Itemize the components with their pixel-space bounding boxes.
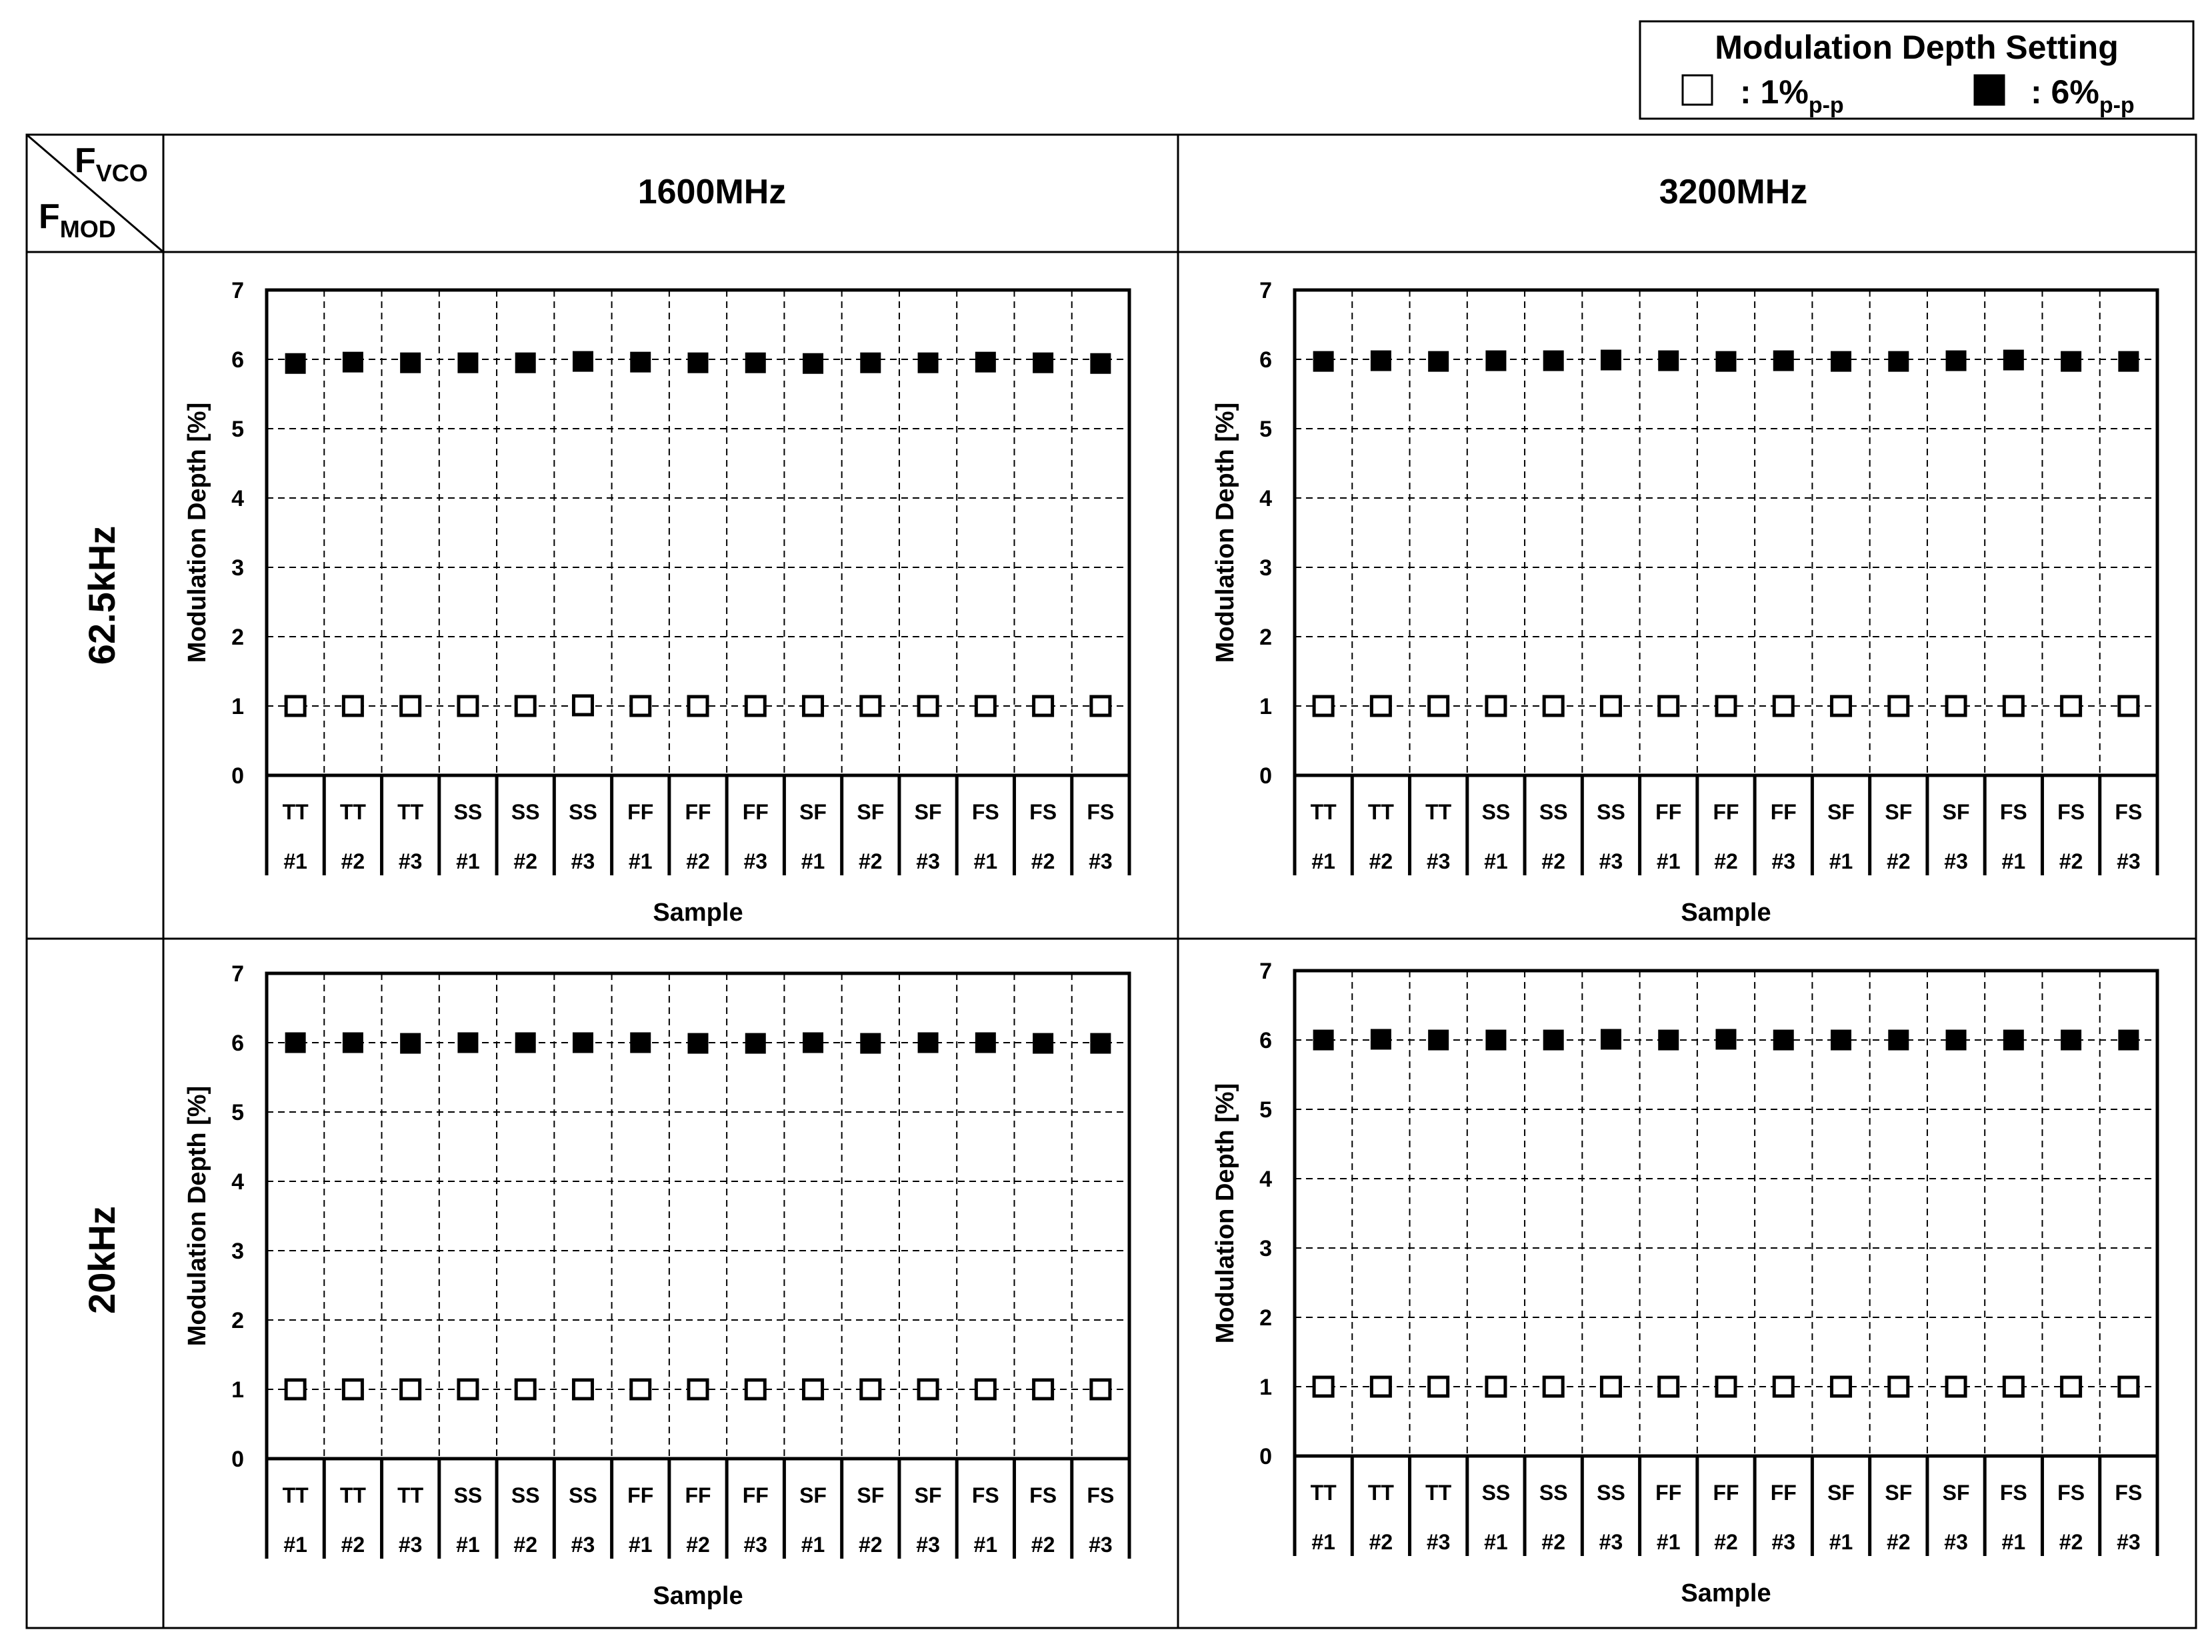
data-point-6pct [1314,1031,1333,1049]
x-sample-label: #3 [1599,1530,1623,1554]
x-category-label: SS [1597,1481,1625,1505]
y-tick-label: 3 [231,1239,244,1264]
data-point-6pct [2119,1031,2138,1049]
y-tick-label: 0 [231,1447,244,1472]
x-sample-label: #1 [801,849,825,873]
x-sample-label: #3 [1771,1530,1796,1554]
data-point-6pct [1947,1031,1965,1049]
data-point-1pct [286,1380,305,1399]
data-point-6pct [401,1034,420,1053]
y-axis-label: Modulation Depth [%] [183,1085,211,1347]
data-point-6pct [1947,351,1965,370]
x-category-label: TT [1367,800,1394,824]
x-axis-label: Sample [1681,1579,1771,1607]
x-category-label: SF [1942,800,1970,824]
data-point-6pct [516,353,535,372]
x-sample-label: #1 [283,849,307,873]
data-point-6pct [746,353,765,372]
y-tick-label: 5 [1259,417,1272,442]
data-point-6pct [2062,1031,2081,1049]
data-point-6pct [459,1033,477,1052]
column-header-1600mhz: 1600MHz [637,173,787,211]
data-point-1pct [976,1380,995,1399]
y-tick-label: 2 [231,625,244,650]
x-sample-label: #1 [973,849,998,873]
y-tick-label: 1 [231,1377,244,1403]
x-category-label: FF [1655,800,1682,824]
y-tick-label: 3 [231,555,244,581]
data-point-1pct [976,697,995,715]
y-tick-label: 6 [1259,347,1272,373]
x-category-label: SF [914,800,942,824]
data-point-6pct [343,1033,362,1052]
x-sample-label: #3 [398,1533,423,1557]
data-point-1pct [1947,1377,1965,1396]
data-point-6pct [2062,352,2081,371]
y-axis-label: Modulation Depth [%] [1211,1083,1239,1344]
y-tick-label: 4 [1259,486,1272,511]
data-point-6pct [1314,352,1333,371]
x-sample-label: #2 [1714,1530,1738,1554]
x-axis-label: Sample [653,899,743,927]
x-sample-label: #1 [628,849,653,873]
y-tick-label: 3 [1259,1236,1272,1261]
data-point-1pct [1034,697,1053,715]
data-point-6pct [1889,352,1908,371]
data-point-6pct [1832,1031,1851,1049]
data-point-6pct [1371,1030,1390,1049]
x-category-label: SF [914,1483,942,1507]
data-point-6pct [1601,351,1620,369]
y-tick-label: 5 [231,417,244,442]
data-point-1pct [1601,697,1620,715]
y-tick-label: 2 [1259,625,1272,650]
data-point-6pct [459,353,477,372]
corner-top-label: $F_{VCO}$ [75,141,148,187]
data-point-6pct [1034,1034,1053,1053]
x-sample-label: #1 [1484,849,1508,873]
y-tick-label: 3 [1259,555,1272,581]
y-tick-label: 7 [1259,959,1272,984]
data-point-6pct [861,1034,880,1053]
data-point-6pct [689,1034,707,1053]
x-sample-label: #1 [801,1533,825,1557]
chart-20khz-1600mhz [183,961,1129,1610]
x-sample-label: #3 [916,1533,940,1557]
data-point-1pct [343,1380,362,1399]
data-point-6pct [1889,1031,1908,1049]
x-category-label: SS [1597,800,1625,824]
x-category-label: FS [1999,1481,2027,1505]
x-sample-label: #1 [283,1533,307,1557]
x-category-label: FF [742,1483,769,1507]
data-point-6pct [1429,1031,1448,1049]
x-sample-label: #3 [1089,849,1113,873]
x-category-label: SF [1827,1481,1855,1505]
data-point-6pct [1544,1031,1563,1049]
y-tick-label: 1 [1259,694,1272,719]
data-point-1pct [401,1380,420,1399]
data-point-6pct [976,353,995,371]
legend-item-1-label: : 1% [1740,73,1809,111]
x-category-label: FF [685,800,711,824]
data-point-1pct [1717,697,1735,715]
x-category-label: FF [742,800,769,824]
x-category-label: FF [1713,800,1739,824]
x-sample-label: #3 [1944,849,1968,873]
data-point-1pct [861,697,880,715]
x-category-label: SS [511,800,540,824]
x-sample-label: #2 [1714,849,1738,873]
y-tick-label: 2 [1259,1305,1272,1331]
x-axis-label: Sample [653,1582,743,1610]
x-category-label: TT [339,1483,366,1507]
y-tick-label: 5 [231,1100,244,1125]
column-header-3200mhz: 3200MHz [1659,173,1808,211]
x-sample-label: #2 [2059,1530,2083,1554]
data-point-1pct [1832,1377,1851,1396]
x-category-label: FS [2115,1481,2143,1505]
x-sample-label: #3 [1599,849,1623,873]
x-category-label: FF [1713,1481,1739,1505]
y-tick-label: 6 [231,347,244,373]
data-point-6pct [746,1034,765,1053]
data-point-1pct [1314,1377,1333,1396]
data-point-1pct [573,1380,592,1399]
data-point-6pct [343,353,362,371]
legend-item-2-label: : 6% [2031,73,2099,111]
y-tick-label: 7 [1259,278,1272,303]
x-category-label: TT [397,1483,424,1507]
x-sample-label: #1 [2001,1530,2026,1554]
data-point-1pct [631,1380,650,1399]
x-sample-label: #2 [859,1533,883,1557]
x-category-label: SS [1539,800,1568,824]
x-sample-label: #3 [1426,1530,1451,1554]
x-sample-label: #2 [513,1533,537,1557]
data-point-1pct [1091,1380,1110,1399]
data-point-1pct [746,697,765,715]
y-tick-label: 1 [231,694,244,719]
x-category-label: TT [1425,1481,1452,1505]
data-point-1pct [2062,1377,2081,1396]
x-category-label: FS [2057,800,2085,824]
data-point-1pct [516,697,535,715]
data-point-1pct [286,697,305,715]
y-tick-label: 5 [1259,1097,1272,1123]
data-point-6pct [976,1033,995,1052]
x-category-label: SS [1481,1481,1511,1505]
x-sample-label: #1 [1484,1530,1508,1554]
data-point-6pct [1487,351,1505,370]
legend-filled-square-marker [1975,75,2004,105]
x-sample-label: #2 [1541,849,1565,873]
data-point-1pct [573,696,592,715]
data-point-6pct [1371,351,1390,370]
y-tick-label: 0 [1259,763,1272,789]
chart-62-5khz-3200mhz [1211,278,2157,927]
x-sample-label: #2 [513,849,537,873]
x-category-label: TT [1310,800,1337,824]
x-sample-label: #3 [571,1533,595,1557]
y-tick-label: 0 [231,763,244,789]
x-category-label: TT [1310,1481,1337,1505]
x-sample-label: #3 [2117,1530,2141,1554]
chart-62-5khz-1600mhz [183,278,1129,927]
data-point-1pct [2004,697,2023,715]
data-point-6pct [1487,1031,1505,1049]
x-category-label: FS [1999,800,2027,824]
y-tick-label: 2 [231,1308,244,1333]
data-point-1pct [401,697,420,715]
y-tick-label: 4 [1259,1167,1272,1192]
x-sample-label: #2 [1887,849,1911,873]
x-category-label: SF [857,800,885,824]
x-sample-label: #2 [1887,1530,1911,1554]
data-point-1pct [1832,697,1851,715]
data-point-1pct [804,697,823,715]
x-axis-label: Sample [1681,899,1771,927]
x-category-label: FF [1655,1481,1682,1505]
data-point-6pct [573,1033,592,1052]
x-category-label: FS [1029,800,1057,824]
data-point-6pct [1717,1030,1735,1049]
x-category-label: SF [1885,1481,1913,1505]
data-point-1pct [459,697,477,715]
x-category-label: FF [627,800,654,824]
y-tick-label: 7 [231,961,244,987]
data-point-6pct [1717,352,1735,371]
legend-title: Modulation Depth Setting [1715,29,2119,66]
x-sample-label: #1 [1829,849,1853,873]
data-point-1pct [516,1380,535,1399]
data-point-6pct [1659,351,1678,370]
x-category-label: TT [397,800,424,824]
data-point-6pct [286,1033,305,1052]
x-sample-label: #3 [1944,1530,1968,1554]
legend-item-2-sub: p-p [2099,93,2135,118]
data-point-6pct [2119,352,2138,371]
x-category-label: TT [1367,1481,1394,1505]
x-category-label: SF [1885,800,1913,824]
x-category-label: SS [453,800,483,824]
x-sample-label: #2 [686,1533,710,1557]
x-category-label: FS [1087,1483,1115,1507]
data-point-6pct [573,352,592,371]
x-sample-label: #1 [628,1533,653,1557]
data-point-6pct [804,1033,823,1052]
data-point-1pct [1601,1377,1620,1396]
x-sample-label: #1 [973,1533,998,1557]
data-point-6pct [919,1033,937,1052]
data-point-1pct [1429,1377,1448,1396]
data-point-1pct [1371,697,1390,715]
data-point-6pct [1774,1031,1793,1049]
x-sample-label: #2 [1031,849,1055,873]
row-header-20khz: 20kHz [81,1206,123,1314]
x-category-label: SS [511,1483,540,1507]
corner-bottom-label: $F_{MOD}$ [39,197,116,243]
x-category-label: SF [799,1483,827,1507]
x-category-label: FS [971,800,999,824]
y-tick-label: 0 [1259,1444,1272,1469]
data-point-6pct [1091,354,1110,373]
x-sample-label: #3 [398,849,423,873]
data-point-1pct [1091,697,1110,715]
x-sample-label: #3 [1771,849,1796,873]
x-sample-label: #2 [2059,849,2083,873]
data-point-1pct [2119,1377,2138,1396]
y-tick-label: 6 [1259,1028,1272,1053]
x-sample-label: #3 [1089,1533,1113,1557]
row-header-62-5khz: 62.5kHz [81,525,123,665]
x-category-label: SS [1539,1481,1568,1505]
data-point-1pct [1034,1380,1053,1399]
data-point-6pct [286,354,305,373]
y-axis-label: Modulation Depth [%] [183,402,211,663]
data-point-6pct [631,353,650,371]
data-point-6pct [401,353,420,372]
y-tick-label: 4 [231,1169,244,1195]
x-category-label: SS [569,1483,597,1507]
x-sample-label: #3 [2117,849,2141,873]
data-point-1pct [804,1380,823,1399]
y-axis-label: Modulation Depth [%] [1211,402,1239,663]
x-sample-label: #1 [456,1533,480,1557]
data-point-1pct [1889,697,1908,715]
data-point-1pct [1774,697,1793,715]
legend-item-1-sub: p-p [1808,93,1844,118]
data-point-6pct [2004,351,2023,369]
x-category-label: FF [1770,1481,1797,1505]
x-category-label: TT [282,800,309,824]
data-point-6pct [516,1033,535,1052]
x-sample-label: #2 [859,849,883,873]
x-category-label: FS [1029,1483,1057,1507]
y-tick-label: 4 [231,486,244,511]
data-point-6pct [919,353,937,372]
data-point-1pct [1717,1377,1735,1396]
data-point-6pct [1034,353,1053,372]
data-point-1pct [343,697,362,715]
data-point-1pct [1487,697,1505,715]
x-sample-label: #1 [1829,1530,1853,1554]
x-sample-label: #2 [1541,1530,1565,1554]
x-sample-label: #2 [341,849,365,873]
x-category-label: SS [569,800,597,824]
legend [1640,21,2193,119]
data-point-1pct [1314,697,1333,715]
x-sample-label: #2 [1369,1530,1393,1554]
data-point-6pct [1832,352,1851,371]
data-point-1pct [459,1380,477,1399]
data-point-1pct [1659,697,1678,715]
data-point-1pct [689,697,707,715]
x-category-label: FF [685,1483,711,1507]
x-sample-label: #1 [2001,849,2026,873]
x-category-label: FS [2057,1481,2085,1505]
x-category-label: SF [799,800,827,824]
data-point-1pct [1429,697,1448,715]
data-point-1pct [1947,697,1965,715]
x-sample-label: #3 [743,849,768,873]
x-category-label: FF [627,1483,654,1507]
data-point-1pct [2119,697,2138,715]
x-category-label: TT [339,800,366,824]
data-point-6pct [1544,351,1563,370]
data-point-6pct [804,354,823,373]
x-category-label: SF [1942,1481,1970,1505]
x-category-label: TT [1425,800,1452,824]
x-sample-label: #3 [916,849,940,873]
x-sample-label: #2 [341,1533,365,1557]
data-point-1pct [746,1380,765,1399]
x-category-label: SS [1481,800,1511,824]
chart-20khz-3200mhz [1211,959,2157,1607]
data-point-1pct [1544,1377,1563,1396]
x-sample-label: #1 [1656,1530,1681,1554]
x-category-label: SS [453,1483,483,1507]
data-point-6pct [1091,1034,1110,1053]
data-point-1pct [1774,1377,1793,1396]
x-category-label: FS [2115,800,2143,824]
y-tick-label: 6 [231,1031,244,1056]
data-point-6pct [2004,1031,2023,1049]
data-point-6pct [861,353,880,372]
x-category-label: TT [282,1483,309,1507]
data-point-1pct [1371,1377,1390,1396]
data-point-6pct [1659,1031,1678,1049]
y-tick-label: 7 [231,278,244,303]
data-point-6pct [1774,351,1793,370]
x-sample-label: #2 [686,849,710,873]
x-sample-label: #1 [1311,849,1335,873]
data-point-6pct [631,1033,650,1052]
data-point-1pct [1544,697,1563,715]
x-sample-label: #3 [1426,849,1451,873]
data-point-1pct [919,1380,937,1399]
x-category-label: FF [1770,800,1797,824]
data-point-1pct [919,697,937,715]
legend-open-square-marker [1683,75,1712,105]
x-sample-label: #3 [743,1533,768,1557]
x-category-label: SF [857,1483,885,1507]
x-sample-label: #1 [1656,849,1681,873]
x-category-label: FS [1087,800,1115,824]
data-point-1pct [1487,1377,1505,1396]
x-sample-label: #2 [1369,849,1393,873]
data-point-6pct [1601,1030,1620,1049]
data-point-6pct [1429,352,1448,371]
y-tick-label: 1 [1259,1375,1272,1400]
data-point-1pct [2004,1377,2023,1396]
x-sample-label: #3 [571,849,595,873]
data-point-1pct [861,1380,880,1399]
x-category-label: SF [1827,800,1855,824]
data-point-1pct [1659,1377,1678,1396]
data-point-1pct [689,1380,707,1399]
data-point-6pct [689,353,707,372]
data-point-1pct [1889,1377,1908,1396]
x-sample-label: #2 [1031,1533,1055,1557]
data-point-1pct [2062,697,2081,715]
data-point-1pct [631,697,650,715]
x-sample-label: #1 [456,849,480,873]
x-category-label: FS [971,1483,999,1507]
x-sample-label: #1 [1311,1530,1335,1554]
